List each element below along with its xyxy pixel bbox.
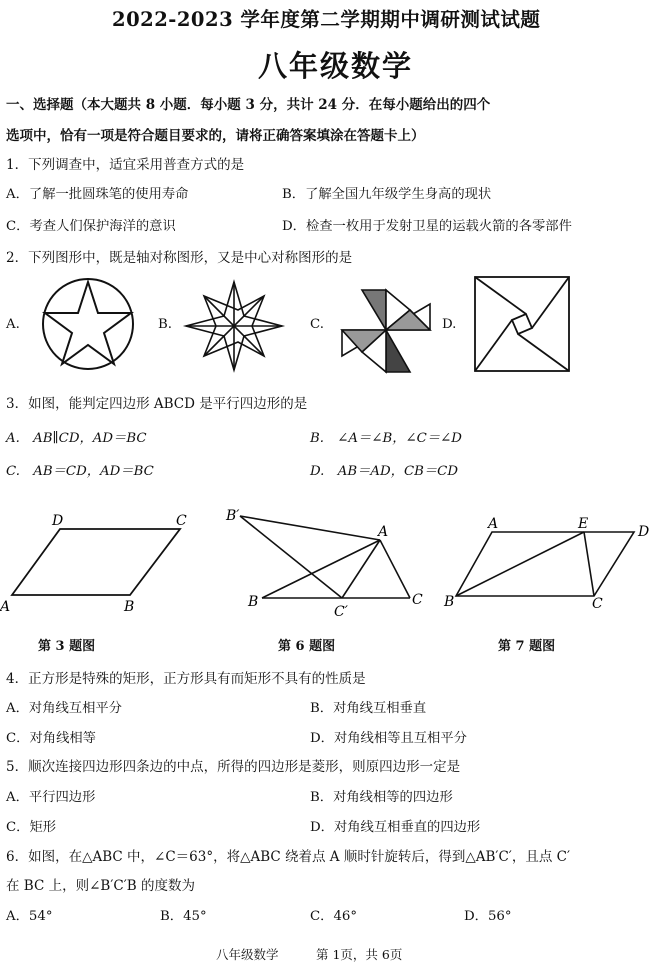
q5-stem: 5．顺次连接四边形四条边的中点，所得的四边形是菱形，则原四边形一定是 [6, 759, 461, 775]
star-in-circle-figure [40, 276, 136, 372]
footer-subject: 八年级数学 [216, 947, 279, 962]
q2-option-a-label: A. [6, 317, 20, 332]
fig6-rotation-figure [222, 502, 432, 622]
fig7-label-d: D [638, 524, 650, 540]
q3-option-b: B. ∠A＝∠B，∠C＝∠D [310, 431, 462, 446]
fig6-label-c-prime: C′ [334, 604, 348, 620]
q3-option-d: D. AB＝AD，CB＝CD [310, 464, 459, 479]
fig6-label-a: A [378, 524, 389, 540]
exam-subtitle: 八年级数学 [258, 49, 414, 83]
q5-option-c: C．矩形 [6, 820, 57, 835]
fig7-label-c: C [592, 596, 603, 612]
q3-option-a: A. AB∥CD，AD＝BC [6, 431, 147, 446]
q4-option-a: A．对角线互相平分 [6, 701, 122, 716]
q1-option-a: A．了解一批圆珠笔的使用寿命 [6, 187, 189, 202]
fig7-label-b: B [444, 594, 455, 610]
fig3-label-c: C [176, 513, 187, 529]
q6-option-c: C．46° [310, 909, 358, 924]
q5-option-a: A．平行四边形 [6, 790, 96, 805]
section-heading-line1: 一、选择题（本大题共 8 小题．每小题 3 分，共计 24 分．在每小题给出的四个 [6, 97, 491, 113]
exam-title: 2022-2023 学年度第二学期期中调研测试试题 [112, 8, 541, 31]
fig3-label-d: D [52, 513, 64, 529]
q3-option-c: C. AB＝CD，AD＝BC [6, 464, 154, 479]
q6-option-b: B．45° [160, 909, 207, 924]
q5-option-d: D．对角线互相垂直的四边形 [310, 820, 481, 835]
q1-option-c: C．考查人们保护海洋的意识 [6, 219, 176, 234]
q2-option-b-label: B. [158, 317, 172, 332]
q6-stem-line2: 在 BC 上，则∠B′C′B 的度数为 [6, 878, 195, 894]
fig3-label-b: B [124, 599, 135, 615]
section-heading-line2: 选项中，恰有一项是符合题目要求的，请将正确答案填涂在答题卡上） [6, 128, 425, 144]
square-pinwheel-figure [472, 274, 572, 374]
q3-stem: 3．如图，能判定四边形 ABCD 是平行四边形的是 [6, 396, 308, 412]
fig6-caption: 第 6 题图 [278, 639, 336, 654]
q1-option-b: B．了解全国九年级学生身高的现状 [282, 187, 492, 202]
footer-page-number: 第 1页，共 6页 [316, 947, 403, 962]
q4-option-c: C．对角线相等 [6, 731, 96, 746]
q2-stem: 2．下列图形中，既是轴对称图形，又是中心对称图形的是 [6, 250, 353, 266]
q5-option-b: B．对角线相等的四边形 [310, 790, 453, 805]
fig7-caption: 第 7 题图 [498, 639, 556, 654]
fig3-caption: 第 3 题图 [38, 639, 96, 654]
eight-point-star-figure [182, 278, 286, 374]
fig7-label-e: E [578, 516, 589, 532]
q4-option-b: B．对角线互相垂直 [310, 701, 427, 716]
q4-stem: 4．正方形是特殊的矩形，正方形具有而矩形不具有的性质是 [6, 671, 366, 687]
q1-stem: 1．下列调查中，适宜采用普查方式的是 [6, 157, 245, 173]
fig3-parallelogram [0, 505, 200, 620]
q2-option-c-label: C. [310, 317, 324, 332]
fig6-label-b: B [248, 594, 259, 610]
pinwheel-figure [334, 282, 438, 378]
q1-option-d: D．检查一枚用于发射卫星的运载火箭的各零部件 [282, 219, 572, 234]
q4-option-d: D．对角线相等且互相平分 [310, 731, 467, 746]
q6-stem-line1: 6．如图，在△ABC 中，∠C＝63°，将△ABC 绕着点 A 顺时针旋转后，得到△AB′C′，且点 C′ [6, 849, 571, 865]
q2-option-d-label: D. [442, 317, 457, 332]
fig3-label-a: A [0, 599, 11, 615]
fig6-label-b-prime: B′ [226, 508, 240, 524]
fig6-label-c: C [412, 592, 423, 608]
q6-option-a: A．54° [6, 909, 53, 924]
q6-option-d: D．56° [464, 909, 512, 924]
fig7-label-a: A [488, 516, 499, 532]
fig7-parallelogram [442, 512, 654, 612]
